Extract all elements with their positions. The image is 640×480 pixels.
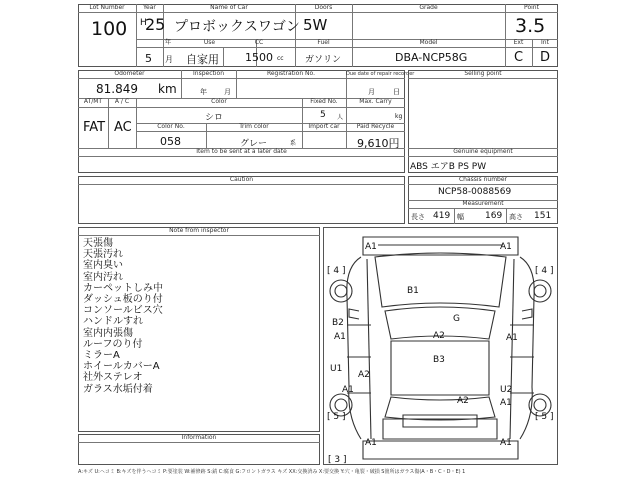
damage-mark: A2 bbox=[358, 370, 370, 380]
fixed-unit: 人 bbox=[337, 114, 344, 121]
car-name-label: Name of Car bbox=[210, 4, 248, 11]
year-label: Year bbox=[143, 4, 156, 11]
recycle-label: Paid Recycle bbox=[356, 123, 395, 130]
ac-label: A / C bbox=[114, 98, 130, 105]
doors-label: Doors bbox=[314, 4, 333, 11]
month-suffix: 月 bbox=[165, 55, 173, 64]
damage-mark: A2 bbox=[457, 396, 469, 406]
damage-mark: [ 3 ] bbox=[328, 455, 347, 465]
registration-label: Registration No. bbox=[266, 70, 316, 77]
damage-mark: [ 4 ] bbox=[535, 266, 554, 276]
trim-color-label: Trim color bbox=[239, 123, 269, 130]
note-line: 室内汚れ bbox=[83, 271, 123, 283]
odometer: 81.849 bbox=[96, 82, 138, 96]
damage-mark: A1 bbox=[506, 333, 518, 343]
note-line: カーペットしみ中 bbox=[83, 282, 163, 294]
model: DBA-NCP58G bbox=[395, 51, 468, 64]
note-line: ルーフのり付 bbox=[83, 338, 143, 350]
car-name: プロボックスワゴン bbox=[174, 19, 300, 35]
color-no-label: Color No. bbox=[157, 123, 185, 130]
damage-mark: [ 5 ] bbox=[327, 412, 346, 422]
year-number: 25 bbox=[145, 15, 166, 34]
year-suffix: 年 bbox=[165, 39, 172, 46]
fixed-no: 5 bbox=[320, 110, 326, 120]
damage-mark: A2 bbox=[433, 331, 445, 341]
damage-mark: U2 bbox=[500, 385, 513, 395]
trim-suffix: 系 bbox=[290, 140, 297, 147]
notes-list bbox=[83, 238, 313, 395]
cc-label: CC bbox=[254, 39, 264, 46]
damage-mark: B1 bbox=[407, 286, 419, 296]
int-label: Int bbox=[541, 39, 549, 46]
damage-mark: [ 5 ] bbox=[535, 412, 554, 422]
ext-label: Ext bbox=[513, 39, 524, 46]
note-line: 室内内張傷 bbox=[83, 327, 133, 339]
length: 419 bbox=[433, 211, 451, 221]
information-label: Information bbox=[181, 434, 217, 441]
doors: 5W bbox=[303, 16, 328, 34]
at-mt: FAT bbox=[83, 120, 106, 135]
damage-mark: B2 bbox=[332, 318, 344, 328]
due-month: 月 bbox=[368, 88, 375, 96]
note-line: ガラス水垢付着 bbox=[83, 383, 153, 395]
width-label: 幅 bbox=[457, 213, 464, 221]
cc: 1500 bbox=[245, 51, 273, 64]
damage-mark: B3 bbox=[433, 355, 445, 365]
car-outline-diagram bbox=[323, 227, 558, 465]
grade-label: Grade bbox=[419, 4, 438, 11]
length-label: 長さ bbox=[411, 213, 425, 221]
note-line: コンソールビス穴 bbox=[83, 305, 163, 317]
color-no: 058 bbox=[160, 135, 181, 148]
fuel-label: Fuel bbox=[317, 39, 330, 46]
int: D bbox=[540, 50, 551, 65]
note-line: 室内臭い bbox=[83, 260, 123, 272]
fixed-no-label: Fixed No. bbox=[310, 98, 338, 105]
damage-mark: U1 bbox=[330, 364, 343, 374]
damage-mark: A1 bbox=[365, 242, 377, 252]
fuel: ガソリン bbox=[305, 55, 342, 65]
odometer-label: Odometer bbox=[114, 70, 145, 77]
chassis-label: Chassis number bbox=[458, 176, 508, 183]
point-label: Point bbox=[524, 4, 539, 11]
height: 151 bbox=[534, 211, 552, 221]
chassis: NCP58-0088569 bbox=[438, 187, 512, 197]
lot-number: 100 bbox=[91, 18, 128, 40]
inspection-label: Inspection bbox=[193, 70, 224, 77]
equipment-label: Genuine equipment bbox=[453, 148, 513, 155]
note-line: ホイールカバーA bbox=[83, 361, 160, 373]
damage-mark: A1 bbox=[500, 438, 512, 448]
inspection-month: 月 bbox=[224, 88, 231, 96]
year-era: H bbox=[140, 18, 147, 28]
damage-mark: A1 bbox=[334, 332, 346, 342]
damage-mark: G bbox=[453, 314, 460, 324]
damage-mark: A1 bbox=[500, 242, 512, 252]
use: 自家用 bbox=[186, 53, 219, 66]
ac: AC bbox=[114, 120, 132, 135]
max-carry-label: Max. Carry bbox=[359, 98, 392, 105]
odometer-unit: km bbox=[158, 82, 177, 96]
cc-unit: cc bbox=[277, 55, 284, 62]
note-line: ミラーA bbox=[83, 350, 120, 362]
due-day: 日 bbox=[393, 88, 400, 96]
inspection-year: 年 bbox=[200, 88, 207, 96]
recycle: 9,610円 bbox=[357, 137, 400, 150]
model-label: Model bbox=[419, 39, 438, 46]
notes-label: Note from inspector bbox=[169, 227, 229, 234]
damage-mark: A1 bbox=[500, 398, 512, 408]
note-line: 社外ステレオ bbox=[83, 372, 143, 384]
color: シロ bbox=[205, 113, 224, 123]
lot-number-label: Lot Number bbox=[89, 4, 125, 11]
equipment: ABS エアB PS PW bbox=[410, 162, 487, 172]
measurement-label: Measurement bbox=[462, 200, 504, 207]
month: 5 bbox=[145, 52, 152, 65]
ext: C bbox=[514, 50, 524, 65]
note-line: ダッシュ板のり付 bbox=[83, 294, 163, 306]
selling-point-label: Selling point bbox=[464, 70, 502, 77]
caution-label: Caution bbox=[229, 176, 254, 183]
point: 3.5 bbox=[515, 15, 546, 37]
item-later-label: Item to be sent at a later date bbox=[196, 148, 287, 155]
damage-mark: [ 4 ] bbox=[327, 266, 346, 276]
at-mt-label: AT/MT bbox=[83, 98, 103, 105]
use-label: Use bbox=[203, 39, 216, 46]
trim-color: グレー bbox=[240, 139, 268, 149]
width: 169 bbox=[485, 211, 503, 221]
damage-legend: A:キズ U:ヘコミ B:キズを伴うヘコミ P:要塗装 W:補修跡 S:錆 C:腐食 G:フロントガラス キズ XX:交換済み X:要交換 Y:穴・亀裂・破損 S箇所はガラス傷(A・B・C・D・E) 1 bbox=[78, 469, 466, 475]
max-carry-unit: kg bbox=[395, 113, 403, 120]
note-line: 天張汚れ bbox=[83, 249, 123, 261]
note-line: ハンドルすれ bbox=[83, 316, 143, 328]
height-label: 高さ bbox=[509, 213, 523, 221]
damage-mark: A1 bbox=[365, 438, 377, 448]
due-date-label: Due date of repair recorder bbox=[346, 71, 415, 77]
color-label: Color bbox=[211, 98, 227, 105]
selling-point-panel bbox=[408, 70, 558, 173]
note-line: 天張傷 bbox=[83, 238, 113, 249]
import-car-label: Import car bbox=[308, 123, 340, 130]
damage-mark: A1 bbox=[342, 385, 354, 395]
